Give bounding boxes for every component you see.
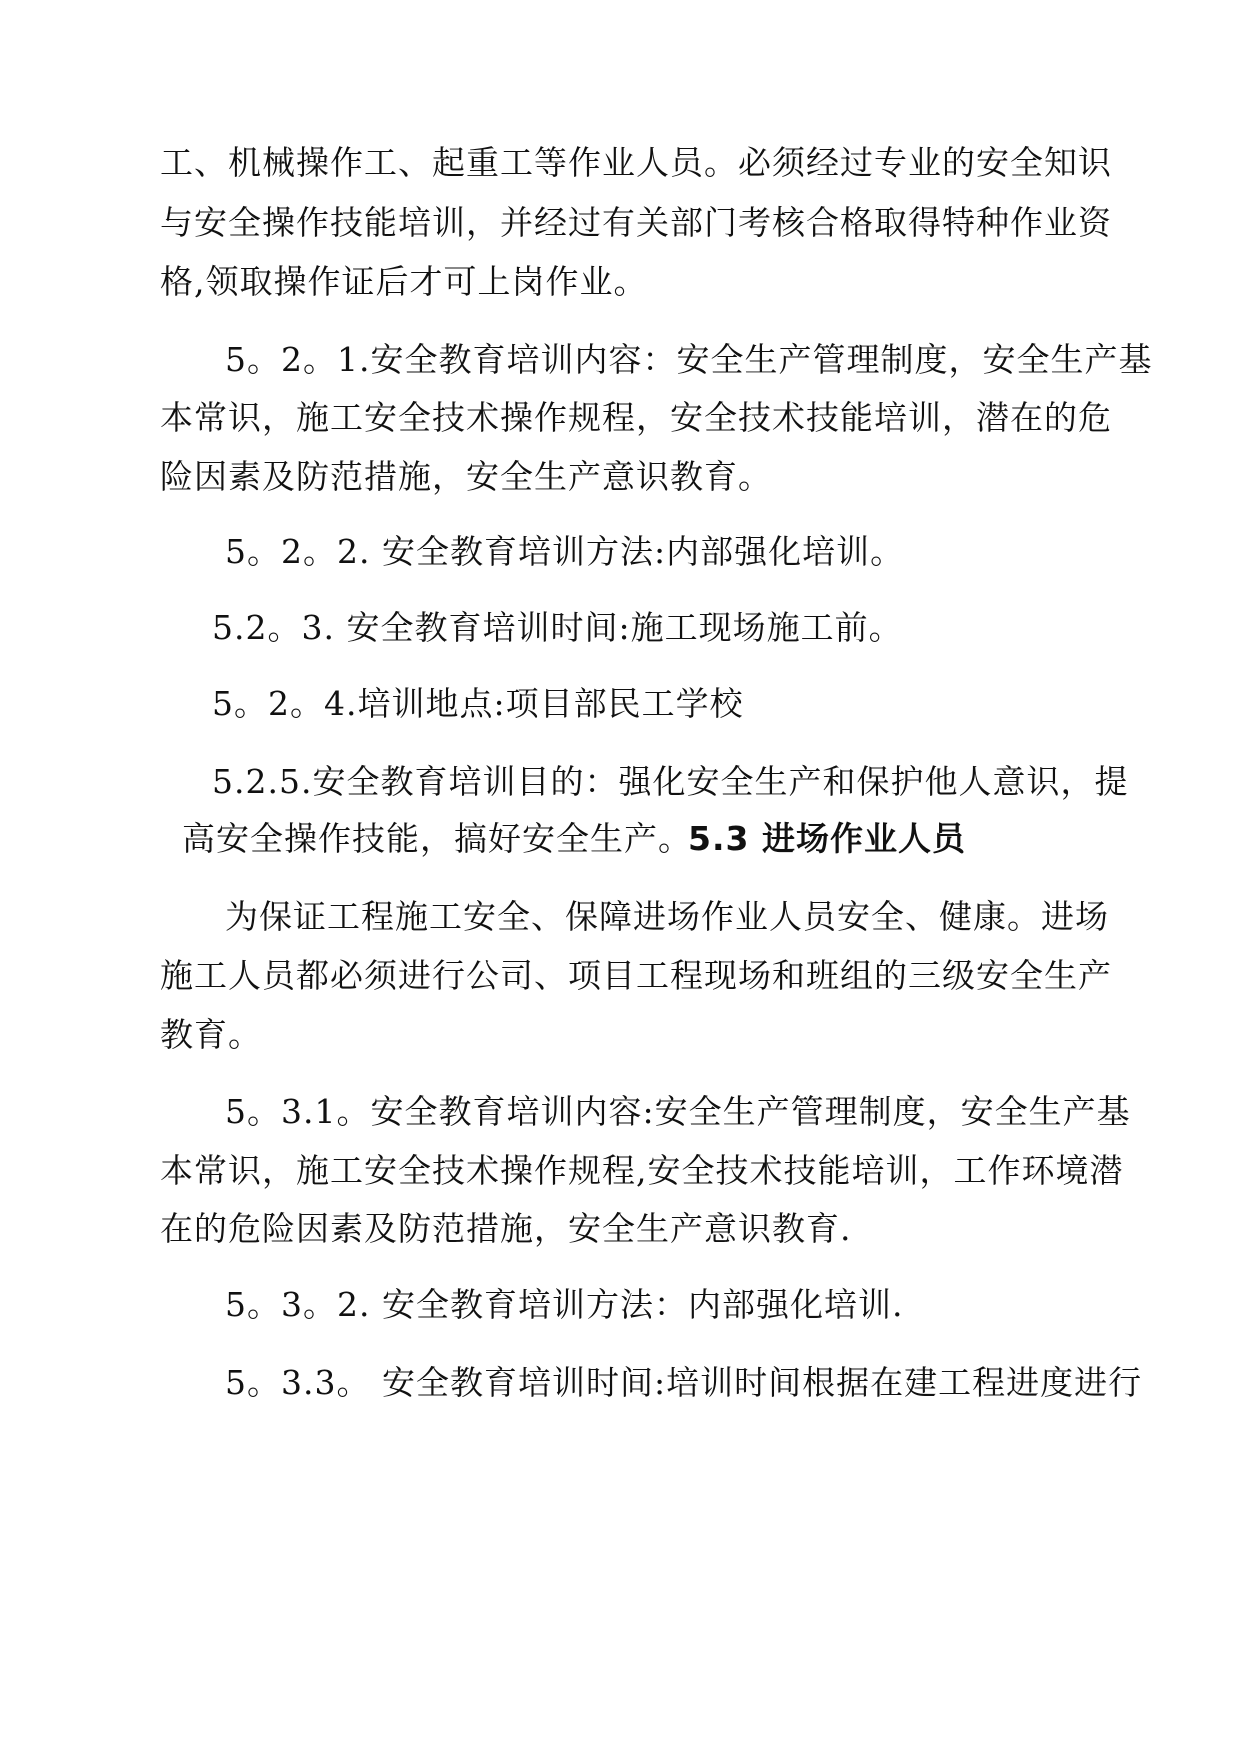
paragraph-line: 在的危险因素及防范措施，安全生产意识教育. bbox=[160, 1209, 852, 1248]
paragraph-line: 工、机械操作工、起重工等作业人员。必须经过专业的安全知识 bbox=[160, 143, 1112, 182]
section-5-2-3-line: 5.2。3. 安全教育培训时间:施工现场施工前。 bbox=[212, 608, 903, 647]
paragraph-line: 施工人员都必须进行公司、项目工程现场和班组的三级安全生产 bbox=[160, 956, 1112, 995]
paragraph-line: 为保证工程施工安全、保障进场作业人员安全、健康。进场 bbox=[225, 897, 1109, 936]
paragraph-line: 本常识，施工安全技术操作规程，安全技术技能培训，潜在的危 bbox=[160, 398, 1112, 437]
section-5-2-1-line: 5。2。1.安全教育培训内容：安全生产管理制度，安全生产基 bbox=[225, 340, 1153, 379]
paragraph-line: 本常识，施工安全技术操作规程,安全技术技能培训，工作环境潜 bbox=[160, 1151, 1124, 1190]
section-5-2-5-line: 5.2.5.安全教育培训目的：强化安全生产和保护他人意识，提 bbox=[212, 762, 1129, 801]
paragraph-line: 格,领取操作证后才可上岗作业。 bbox=[160, 262, 648, 301]
paragraph-line: 教育。 bbox=[160, 1015, 262, 1054]
section-5-2-2-line: 5。2。2. 安全教育培训方法:内部强化培训。 bbox=[225, 532, 905, 571]
section-5-3-1-line: 5。3.1。安全教育培训内容:安全生产管理制度，安全生产基 bbox=[225, 1092, 1131, 1131]
paragraph-line: 与安全操作技能培训，并经过有关部门考核合格取得特种作业资 bbox=[160, 203, 1112, 242]
paragraph-line: 高安全操作技能，搞好安全生产。 bbox=[182, 819, 692, 858]
paragraph-line: 险因素及防范措施，安全生产意识教育。 bbox=[160, 457, 772, 496]
section-5-2-4-line: 5。2。4.培训地点:项目部民工学校 bbox=[212, 684, 744, 723]
section-heading-5-3: 5.3 进场作业人员 bbox=[688, 819, 966, 858]
section-5-3-2-line: 5。3。2. 安全教育培训方法：内部强化培训. bbox=[225, 1285, 904, 1324]
section-5-3-3-line: 5。3.3。 安全教育培训时间:培训时间根据在建工程进度进行 bbox=[225, 1363, 1143, 1402]
